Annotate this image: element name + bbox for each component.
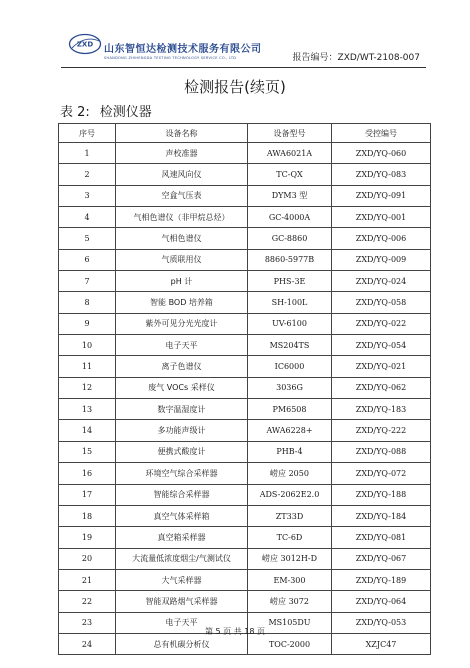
row-number-cell: 16 — [59, 463, 116, 484]
company-name-block — [104, 40, 262, 60]
table-row — [59, 569, 431, 590]
company-logo-icon — [68, 33, 102, 55]
table-row — [59, 313, 431, 334]
control-code-cell: ZXD/YQ-054 — [332, 335, 431, 356]
table-row — [59, 441, 431, 462]
section-text: 检测仪器 — [99, 105, 152, 120]
row-number-cell: 15 — [59, 441, 116, 462]
header-divider — [61, 67, 426, 68]
control-code-cell: ZXD/YQ-091 — [332, 185, 431, 206]
equipment-name-cell: 数字温湿度计 — [116, 399, 248, 420]
table-row — [59, 591, 431, 612]
equipment-model-cell: 崂应 3012H-D — [248, 548, 332, 569]
control-code-cell: ZXD/YQ-021 — [332, 356, 431, 377]
section-label: 表 2: — [60, 105, 90, 120]
equipment-name-cell: pH 计 — [116, 271, 248, 292]
row-number-cell: 20 — [59, 548, 116, 569]
equipment-name-cell: 多功能声级计 — [116, 420, 248, 441]
equipment-model-cell: TC-6D — [248, 527, 332, 548]
table-row — [59, 164, 431, 185]
row-number-cell: 12 — [59, 377, 116, 398]
control-code-cell: ZXD/YQ-184 — [332, 505, 431, 526]
control-code-cell: ZXD/YQ-188 — [332, 484, 431, 505]
company-name-cn: 山东智恒达检测技术服务有限公司 — [104, 44, 262, 55]
control-code-cell: ZXD/YQ-189 — [332, 569, 431, 590]
row-number-cell: 9 — [59, 313, 116, 334]
header-cell: 设备名称 — [116, 124, 248, 143]
control-code-cell: ZXD/YQ-183 — [332, 399, 431, 420]
control-code-cell: ZXD/YQ-024 — [332, 271, 431, 292]
section-heading — [60, 101, 152, 120]
table-row — [59, 399, 431, 420]
report-number: 报告编号：ZXD/WT-2108-007 — [292, 53, 420, 63]
equipment-model-cell: AWA6228+ — [248, 420, 332, 441]
row-number-cell: 17 — [59, 484, 116, 505]
equipment-name-cell: 空盒气压表 — [116, 185, 248, 206]
equipment-name-cell: 声校准器 — [116, 143, 248, 164]
equipment-name-cell: 真空箱采样器 — [116, 527, 248, 548]
table-row — [59, 185, 431, 206]
page-footer: 第 5 页 共 18 页 — [205, 627, 265, 636]
row-number-cell: 21 — [59, 569, 116, 590]
row-number-cell: 19 — [59, 527, 116, 548]
equipment-model-cell: EM-300 — [248, 569, 332, 590]
equipment-model-cell: PHS-3E — [248, 271, 332, 292]
row-number-cell: 24 — [59, 633, 116, 654]
equipment-model-cell: PHB-4 — [248, 441, 332, 462]
equipment-model-cell: TOC-2000 — [248, 633, 332, 654]
row-number-cell: 8 — [59, 292, 116, 313]
control-code-cell: ZXD/YQ-222 — [332, 420, 431, 441]
table-row — [59, 335, 431, 356]
header-cell: 序号 — [59, 124, 116, 143]
control-code-cell: XZJC47 — [332, 633, 431, 654]
control-code-cell: ZXD/YQ-022 — [332, 313, 431, 334]
table-row — [59, 548, 431, 569]
row-number-cell: 10 — [59, 335, 116, 356]
header-cell: 设备型号 — [248, 124, 332, 143]
control-code-cell: ZXD/YQ-060 — [332, 143, 431, 164]
table-row — [59, 271, 431, 292]
logo-text: ZXD — [76, 40, 94, 49]
equipment-model-cell: UV-6100 — [248, 313, 332, 334]
table-body — [59, 143, 431, 655]
row-number-cell: 14 — [59, 420, 116, 441]
table-row — [59, 228, 431, 249]
instrument-table — [58, 123, 430, 655]
table-row — [59, 505, 431, 526]
row-number-cell: 3 — [59, 185, 116, 206]
row-number-cell: 4 — [59, 207, 116, 228]
table-row — [59, 377, 431, 398]
table-row — [59, 356, 431, 377]
equipment-model-cell: MS105DU — [248, 612, 332, 633]
equipment-model-cell: GC-8860 — [248, 228, 332, 249]
equipment-name-cell: 风速风向仪 — [116, 164, 248, 185]
equipment-model-cell: ADS-2062E2.0 — [248, 484, 332, 505]
equipment-name-cell: 气质联用仪 — [116, 249, 248, 270]
control-code-cell: ZXD/YQ-083 — [332, 164, 431, 185]
equipment-name-cell: 电子天平 — [116, 335, 248, 356]
equipment-name-cell: 智能双路烟气采样器 — [116, 591, 248, 612]
table-row — [59, 420, 431, 441]
control-code-cell: ZXD/YQ-081 — [332, 527, 431, 548]
equipment-model-cell: DYM3 型 — [248, 185, 332, 206]
equipment-name-cell: 真空气体采样箱 — [116, 505, 248, 526]
row-number-cell: 1 — [59, 143, 116, 164]
equipment-name-cell: 电子天平 — [116, 612, 248, 633]
table-row — [59, 249, 431, 270]
equipment-model-cell: 崂应 2050 — [248, 463, 332, 484]
table-row — [59, 143, 431, 164]
equipment-model-cell: 3036G — [248, 377, 332, 398]
equipment-model-cell: TC-QX — [248, 164, 332, 185]
table-row — [59, 484, 431, 505]
equipment-name-cell: 智能 BOD 培养箱 — [116, 292, 248, 313]
row-number-cell: 18 — [59, 505, 116, 526]
equipment-model-cell: AWA6021A — [248, 143, 332, 164]
row-number-cell: 13 — [59, 399, 116, 420]
equipment-name-cell: 气相色谱仪（非甲烷总烃） — [116, 207, 248, 228]
control-code-cell: ZXD/YQ-001 — [332, 207, 431, 228]
row-number-cell: 6 — [59, 249, 116, 270]
row-number-cell: 11 — [59, 356, 116, 377]
control-code-cell: ZXD/YQ-067 — [332, 548, 431, 569]
table-row — [59, 207, 431, 228]
control-code-cell: ZXD/YQ-088 — [332, 441, 431, 462]
row-number-cell: 7 — [59, 271, 116, 292]
control-code-cell: ZXD/YQ-009 — [332, 249, 431, 270]
control-code-cell: ZXD/YQ-062 — [332, 377, 431, 398]
row-number-cell: 23 — [59, 612, 116, 633]
equipment-model-cell: ZT33D — [248, 505, 332, 526]
control-code-cell: ZXD/YQ-058 — [332, 292, 431, 313]
equipment-model-cell: 崂应 3072 — [248, 591, 332, 612]
company-name-en: SHANDONG ZHIHENGDA TESTING TECHNOLOGY SERVICE CO., LTD — [104, 56, 237, 60]
equipment-name-cell: 环境空气综合采样器 — [116, 463, 248, 484]
table-header-row — [59, 124, 431, 143]
control-code-cell: ZXD/YQ-053 — [332, 612, 431, 633]
table-row — [59, 463, 431, 484]
control-code-cell: ZXD/YQ-006 — [332, 228, 431, 249]
equipment-model-cell: 8860-5977B — [248, 249, 332, 270]
table-row — [59, 527, 431, 548]
equipment-name-cell: 大气采样器 — [116, 569, 248, 590]
equipment-model-cell: MS204TS — [248, 335, 332, 356]
row-number-cell: 5 — [59, 228, 116, 249]
equipment-name-cell: 智能综合采样器 — [116, 484, 248, 505]
equipment-name-cell: 总有机碳分析仪 — [116, 633, 248, 654]
control-code-cell: ZXD/YQ-072 — [332, 463, 431, 484]
equipment-name-cell: 大流量低浓度烟尘/气测试仪 — [116, 548, 248, 569]
table-row — [59, 292, 431, 313]
page-title: 检测报告(续页) — [184, 78, 286, 96]
equipment-model-cell: SH-100L — [248, 292, 332, 313]
equipment-name-cell: 离子色谱仪 — [116, 356, 248, 377]
equipment-name-cell: 紫外可见分光光度计 — [116, 313, 248, 334]
control-code-cell: ZXD/YQ-064 — [332, 591, 431, 612]
equipment-model-cell: IC6000 — [248, 356, 332, 377]
row-number-cell: 22 — [59, 591, 116, 612]
header-cell: 受控编号 — [332, 124, 431, 143]
equipment-name-cell: 气相色谱仪 — [116, 228, 248, 249]
equipment-name-cell: 废气 VOCs 采样仪 — [116, 377, 248, 398]
equipment-model-cell: GC-4000A — [248, 207, 332, 228]
row-number-cell: 2 — [59, 164, 116, 185]
equipment-model-cell: PM6508 — [248, 399, 332, 420]
equipment-name-cell: 便携式酸度计 — [116, 441, 248, 462]
